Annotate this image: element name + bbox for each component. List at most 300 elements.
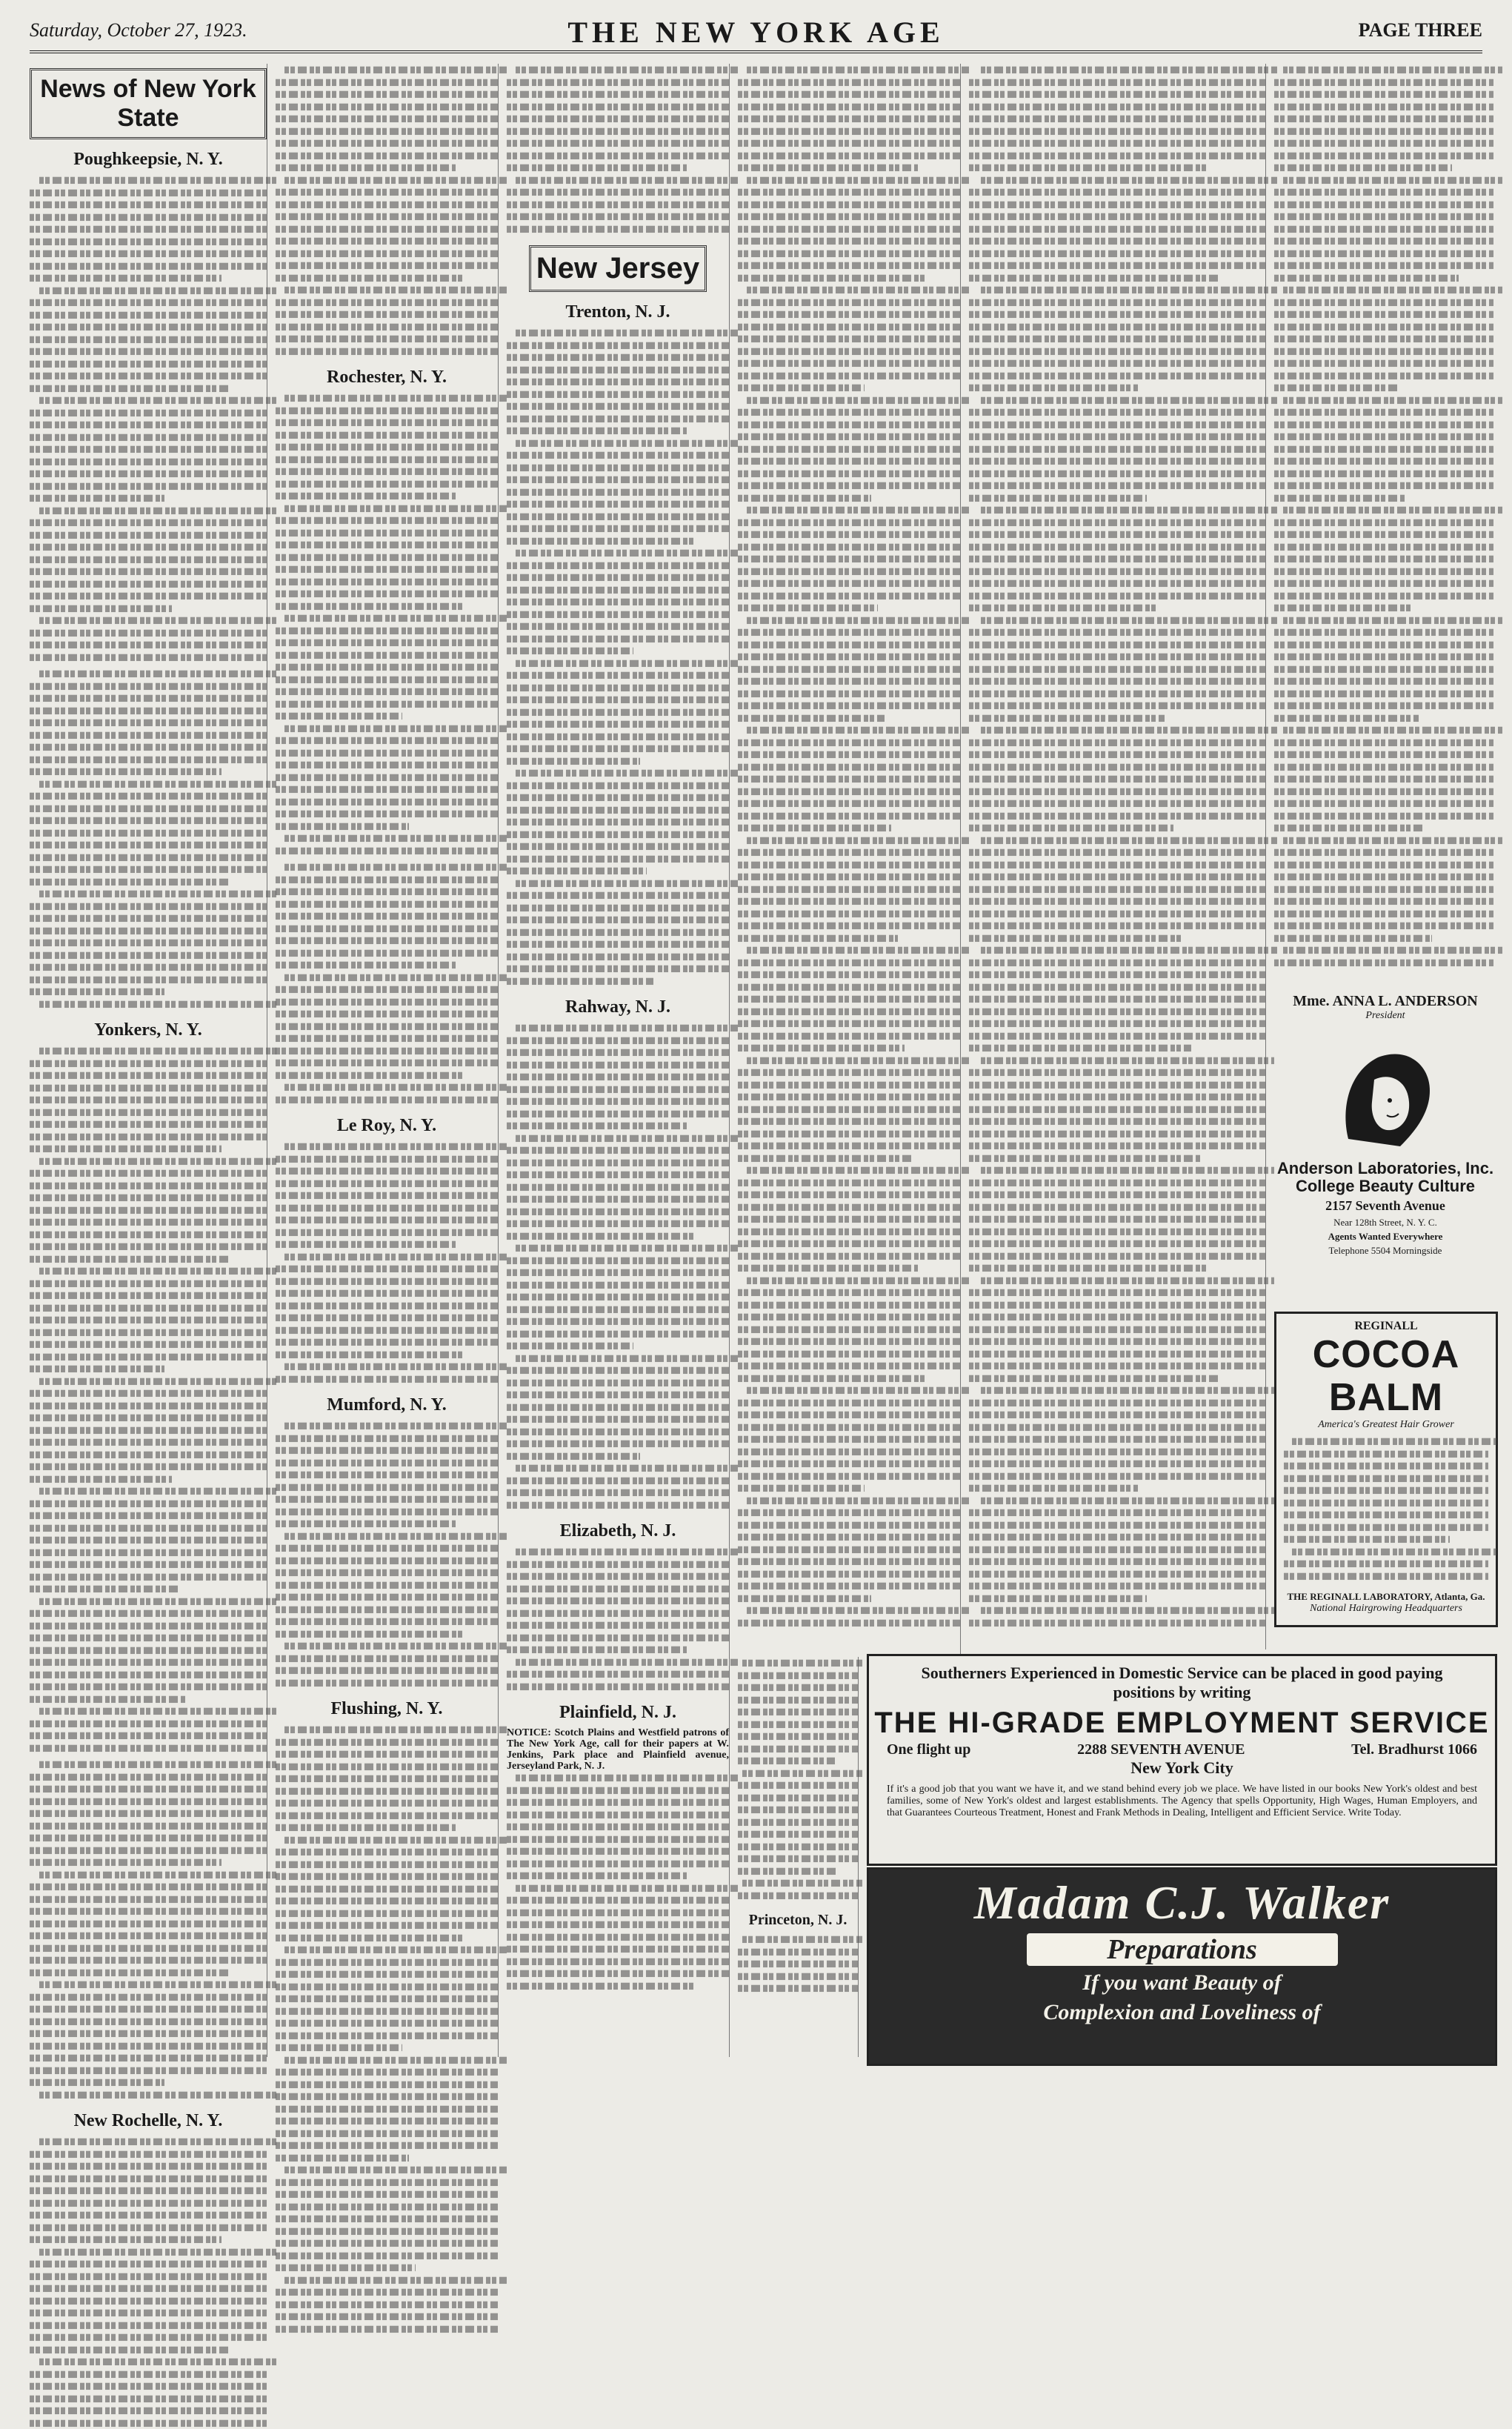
text-line-fill: [39, 2248, 276, 2255]
text-line-fill: [30, 458, 267, 465]
text-line: [507, 1821, 729, 1833]
text-line: [507, 1943, 729, 1956]
text-line: [30, 1240, 267, 1253]
text-line: [738, 223, 960, 236]
text-line-fill: [969, 751, 1265, 758]
text-line-fill: [30, 226, 267, 233]
text-line-fill: [969, 91, 1265, 98]
text-line: [969, 1164, 1265, 1177]
text-line-fill: [507, 757, 640, 764]
text-line: [1274, 871, 1493, 883]
text-line-fill: [30, 580, 267, 587]
text-line-fill: [507, 1477, 729, 1483]
text-line: [507, 1980, 729, 1993]
text-line: [738, 101, 960, 113]
text-line: [276, 235, 498, 247]
text-line-fill: [276, 1277, 498, 1284]
text-line: [276, 1870, 498, 1883]
text-line: [276, 1457, 498, 1469]
text-line-fill: [969, 127, 1265, 134]
text-line: [738, 1030, 960, 1043]
text-line-fill: [30, 299, 267, 306]
text-line: [30, 1771, 267, 1784]
column-2: [276, 64, 499, 2057]
text-line: [30, 2148, 267, 2161]
text-line-fill: [1274, 763, 1493, 770]
text-line: [969, 259, 1265, 272]
text-line-fill: [969, 494, 1147, 501]
text-line: [276, 1481, 498, 1494]
text-line: [276, 1214, 498, 1226]
text-line: [30, 1571, 267, 1584]
text-line: [276, 1664, 498, 1677]
text-line: [1274, 492, 1493, 505]
text-line-fill: [969, 556, 1265, 562]
text-line: [30, 1807, 267, 1820]
text-line-fill: [30, 1920, 267, 1927]
text-line-fill: [738, 1509, 960, 1516]
text-line: [276, 502, 498, 515]
text-line-fill: [276, 823, 409, 829]
text-line-fill: [1274, 458, 1493, 465]
text-line: [276, 2262, 498, 2274]
text-line-fill: [30, 495, 164, 502]
text-line: [30, 480, 267, 493]
text-line-fill: [276, 1192, 498, 1199]
text-line-fill: [738, 116, 960, 122]
text-line: [738, 1604, 960, 1617]
text-line-fill: [738, 1782, 858, 1789]
text-line-fill: [507, 91, 729, 98]
text-line-fill: [738, 861, 960, 868]
text-line-fill: [969, 714, 1165, 721]
text-line-fill: [969, 409, 1265, 416]
text-line-fill: [969, 580, 1265, 587]
text-line: [276, 2017, 498, 2030]
text-line: [738, 1792, 858, 1804]
text-line: [1274, 712, 1493, 725]
text-line-fill: [507, 831, 729, 837]
text-line: [30, 937, 267, 949]
text-line-fill: [30, 695, 267, 702]
text-line-fill: [30, 250, 267, 257]
text-line: [507, 731, 729, 743]
text-line-fill: [981, 727, 1277, 734]
text-line: [30, 1595, 267, 1608]
text-line-fill: [738, 1240, 960, 1247]
text-line-fill: [1274, 874, 1493, 880]
text-line-fill: [30, 1133, 267, 1140]
text-line: [1274, 443, 1493, 456]
text-line-fill: [276, 774, 498, 780]
text-line-fill: [738, 1130, 960, 1137]
text-line: [969, 724, 1265, 737]
text-line-fill: [507, 855, 729, 862]
text-line-fill: [30, 2055, 267, 2061]
text-line-fill: [507, 428, 687, 434]
text-line: [969, 321, 1265, 333]
text-line-fill: [969, 238, 1265, 245]
text-line: [507, 559, 729, 572]
text-line-fill: [30, 1060, 267, 1066]
text-line: [276, 759, 498, 771]
text-line-fill: [507, 1074, 729, 1080]
text-line-fill: [738, 885, 960, 892]
text-line: [507, 437, 729, 450]
text-line: [969, 626, 1265, 639]
text-line: [276, 1420, 498, 1432]
text-line: [276, 1360, 498, 1373]
text-line-fill: [969, 1240, 1265, 1247]
text-line-fill: [1274, 482, 1493, 489]
text-line: [1274, 577, 1493, 590]
text-line-fill: [1274, 385, 1399, 391]
text-line: [276, 1140, 498, 1153]
text-line-fill: [969, 1032, 1265, 1039]
text-line-fill: [747, 617, 969, 623]
text-line-fill: [507, 1970, 729, 1977]
text-line: [276, 2213, 498, 2225]
text-line: [738, 968, 960, 981]
text-line-fill: [30, 1859, 222, 1866]
text-line-fill: [284, 67, 507, 73]
text-line: [276, 88, 498, 101]
text-line: [738, 1177, 960, 1189]
text-line: [276, 1785, 498, 1798]
anderson-ad: [1274, 993, 1496, 1304]
text-line: [276, 1081, 498, 1094]
text-line-fill: [969, 898, 1265, 905]
text-line-fill: [507, 1824, 729, 1830]
text-line: [30, 668, 267, 680]
text-line: [276, 1287, 498, 1300]
text-line-fill: [30, 2067, 267, 2073]
text-line-fill: [30, 842, 267, 848]
text-line-fill: [969, 1094, 1265, 1100]
text-line: [30, 456, 267, 468]
employment-flight: One flight up: [887, 1741, 970, 1758]
text-line: [507, 1340, 729, 1352]
text-line-fill: [738, 152, 960, 159]
article-flushing: [276, 1724, 498, 2335]
text-line-fill: [284, 2276, 507, 2283]
text-line: [507, 186, 729, 199]
text-line-fill: [276, 1326, 498, 1333]
text-line-fill: [1274, 152, 1493, 159]
text-line-fill: [30, 373, 267, 379]
text-line: [507, 1315, 729, 1328]
text-line: [507, 633, 729, 645]
text-line: [969, 247, 1265, 260]
text-line: [738, 1140, 960, 1152]
text-line-fill: [969, 654, 1265, 660]
text-line-fill: [738, 1363, 960, 1369]
walker-tagline-1: If you want Beauty of: [869, 1970, 1495, 1996]
text-line: [30, 1338, 267, 1351]
text-line: [276, 1956, 498, 1969]
text-line-fill: [1274, 556, 1493, 562]
text-line-fill: [516, 330, 738, 336]
text-line-fill: [507, 1982, 693, 1989]
text-line: [507, 791, 729, 804]
text-line-fill: [738, 1696, 858, 1703]
text-line: [507, 1681, 729, 1693]
text-line: [1274, 565, 1493, 578]
text-line: [738, 1519, 960, 1532]
text-line-fill: [969, 1289, 1265, 1296]
text-line-fill: [1274, 543, 1493, 550]
text-line: [738, 150, 960, 162]
text-line-fill: [276, 2216, 498, 2222]
text-line-fill: [276, 1290, 498, 1297]
text-line: [276, 2274, 498, 2287]
text-line: [276, 551, 498, 564]
text-line-fill: [507, 1232, 693, 1239]
article-continued: [276, 64, 498, 357]
text-line: [276, 2005, 498, 2018]
text-line: [30, 1856, 267, 1869]
text-line: [507, 963, 729, 975]
text-line: [507, 889, 729, 902]
text-line: [969, 859, 1265, 871]
text-line-fill: [276, 1787, 498, 1794]
text-line-fill: [738, 1570, 960, 1577]
text-line: [738, 1816, 858, 1829]
text-line: [969, 1458, 1265, 1470]
text-line: [507, 1499, 729, 1512]
text-line: [969, 1397, 1265, 1409]
text-line: [738, 272, 960, 285]
text-line: [969, 1152, 1265, 1165]
text-line-fill: [507, 1049, 729, 1056]
text-line-fill: [507, 342, 729, 348]
text-line: [276, 2103, 498, 2116]
text-line-fill: [30, 1884, 267, 1890]
text-line: [507, 1169, 729, 1181]
issue-date: Saturday, October 27, 1923.: [30, 19, 247, 41]
text-line-fill: [30, 1810, 267, 1817]
text-line: [1274, 345, 1493, 358]
masthead: [30, 9, 1482, 53]
text-line: [1274, 834, 1493, 847]
text-line-fill: [516, 1465, 738, 1472]
text-line: [738, 1877, 858, 1890]
text-line-fill: [507, 452, 729, 459]
text-line: [30, 1942, 267, 1955]
text-line-fill: [30, 1993, 267, 2000]
dateline-rochester: Rochester, N. Y.: [276, 368, 498, 388]
text-line-fill: [30, 1194, 267, 1201]
text-line: [507, 1230, 729, 1243]
text-line: [276, 874, 498, 886]
text-line-fill: [981, 1607, 1277, 1614]
text-line: [738, 1299, 960, 1312]
text-line: [30, 1204, 267, 1217]
text-line: [276, 223, 498, 236]
text-line: [969, 431, 1265, 443]
text-line: [507, 1450, 729, 1463]
text-line: [1274, 737, 1493, 749]
dateline-le-roy: Le Roy, N. Y.: [276, 1116, 498, 1136]
text-line-fill: [969, 1301, 1265, 1308]
text-line: [507, 1858, 729, 1870]
text-line: [276, 1530, 498, 1543]
text-line-fill: [969, 311, 1265, 318]
text-line-fill: [738, 1843, 858, 1850]
text-line-fill: [507, 868, 647, 874]
text-line: [276, 2054, 498, 2067]
text-line-fill: [39, 177, 276, 184]
text-line-fill: [1284, 1450, 1488, 1457]
text-line: [969, 993, 1265, 1006]
text-line-fill: [981, 1277, 1277, 1283]
text-line-fill: [747, 1057, 969, 1063]
text-line: [738, 663, 960, 676]
text-line-fill: [969, 678, 1265, 685]
text-line-fill: [969, 1216, 1265, 1223]
text-line-fill: [30, 654, 267, 660]
text-line: [969, 492, 1265, 505]
text-line-fill: [738, 262, 960, 269]
text-line-fill: [30, 1647, 267, 1653]
text-line: [969, 1250, 1265, 1263]
text-line: [969, 333, 1265, 345]
text-line: [738, 76, 960, 89]
text-line: [969, 1006, 1265, 1018]
text-line: [30, 925, 267, 937]
text-line: [276, 959, 498, 971]
text-line-fill: [1274, 934, 1432, 941]
text-line: [738, 737, 960, 749]
text-line-fill: [969, 470, 1265, 476]
text-line-fill: [738, 482, 960, 489]
text-line: [738, 1580, 960, 1592]
text-line-fill: [738, 238, 960, 245]
text-line: [30, 1326, 267, 1339]
text-line-fill: [507, 1598, 729, 1604]
text-line-fill: [969, 996, 1265, 1003]
text-line-fill: [1274, 898, 1493, 905]
text-line-fill: [30, 1512, 267, 1519]
text-line: [969, 1201, 1265, 1214]
text-line: [1274, 504, 1493, 516]
text-line: [507, 1656, 729, 1669]
text-line: [507, 1242, 729, 1255]
text-line-fill: [276, 1738, 498, 1745]
text-line-fill: [276, 2020, 498, 2027]
text-line-fill: [747, 287, 969, 293]
text-line-fill: [276, 213, 498, 220]
text-line: [276, 1493, 498, 1506]
text-line-fill: [738, 1106, 960, 1112]
text-line-fill: [1283, 617, 1502, 623]
text-line-fill: [738, 629, 960, 636]
text-line-fill: [30, 1744, 267, 1751]
text-line: [738, 1865, 858, 1878]
text-line-fill: [30, 1439, 267, 1446]
text-line: [276, 685, 498, 698]
employment-line-1: Southerners Experienced in Domestic Service can be placed in good paying: [869, 1664, 1495, 1683]
text-line: [30, 260, 267, 273]
text-line-fill: [30, 2042, 267, 2049]
text-line-fill: [507, 501, 729, 508]
text-line: [738, 199, 960, 211]
text-line: [30, 1644, 267, 1657]
text-line: [507, 1083, 729, 1096]
text-line-fill: [1274, 336, 1493, 342]
text-line-fill: [276, 1155, 498, 1162]
text-line: [969, 479, 1265, 492]
text-line: [276, 333, 498, 345]
text-line: [276, 971, 498, 984]
text-line-fill: [969, 433, 1265, 440]
text-line: [969, 748, 1265, 761]
text-line: [1274, 700, 1493, 712]
text-line-fill: [276, 1581, 498, 1588]
text-line-fill: [738, 445, 960, 452]
text-line-fill: [507, 966, 729, 972]
text-line: [30, 1375, 267, 1388]
text-line: [30, 345, 267, 358]
text-line: [969, 1286, 1265, 1299]
text-line-fill: [738, 580, 960, 587]
text-line-fill: [39, 1761, 276, 1768]
text-line: [507, 1956, 729, 1968]
text-line-fill: [969, 1143, 1265, 1149]
text-line-fill: [276, 1459, 498, 1466]
text-line-fill: [276, 2289, 498, 2296]
text-line: [276, 1094, 498, 1106]
text-line: [276, 1821, 498, 1834]
text-line-fill: [738, 1961, 858, 1967]
text-line-fill: [507, 525, 729, 532]
text-line-fill: [738, 299, 960, 305]
text-line: [969, 1372, 1265, 1385]
text-line-fill: [507, 941, 729, 948]
text-line-fill: [969, 1179, 1265, 1186]
text-line: [507, 755, 729, 768]
dateline-rahway: Rahway, N. J.: [507, 997, 729, 1017]
text-line: [30, 651, 267, 664]
text-line: [1284, 1533, 1488, 1546]
text-line-fill: [1274, 140, 1493, 147]
text-line-fill: [1283, 287, 1502, 293]
text-line: [1274, 162, 1493, 174]
text-line: [738, 1115, 960, 1128]
text-line-fill: [507, 977, 653, 984]
text-line: [276, 1153, 498, 1166]
text-line: [507, 400, 729, 413]
text-line-fill: [738, 1399, 960, 1406]
text-line: [276, 747, 498, 760]
text-line-fill: [738, 348, 960, 354]
text-line-fill: [30, 213, 267, 220]
text-line: [30, 1253, 267, 1266]
text-line-fill: [276, 1339, 498, 1346]
text-line: [507, 364, 729, 376]
text-line: [276, 661, 498, 674]
text-line: [507, 816, 729, 828]
text-line: [1274, 419, 1493, 431]
text-line-fill: [969, 323, 1265, 330]
text-line: [30, 1918, 267, 1930]
text-line-fill: [1274, 213, 1493, 220]
text-line-fill: [516, 1549, 738, 1555]
text-line: [507, 1303, 729, 1316]
text-line-fill: [747, 1167, 969, 1174]
text-line: [969, 308, 1265, 321]
text-line-fill: [30, 793, 267, 800]
